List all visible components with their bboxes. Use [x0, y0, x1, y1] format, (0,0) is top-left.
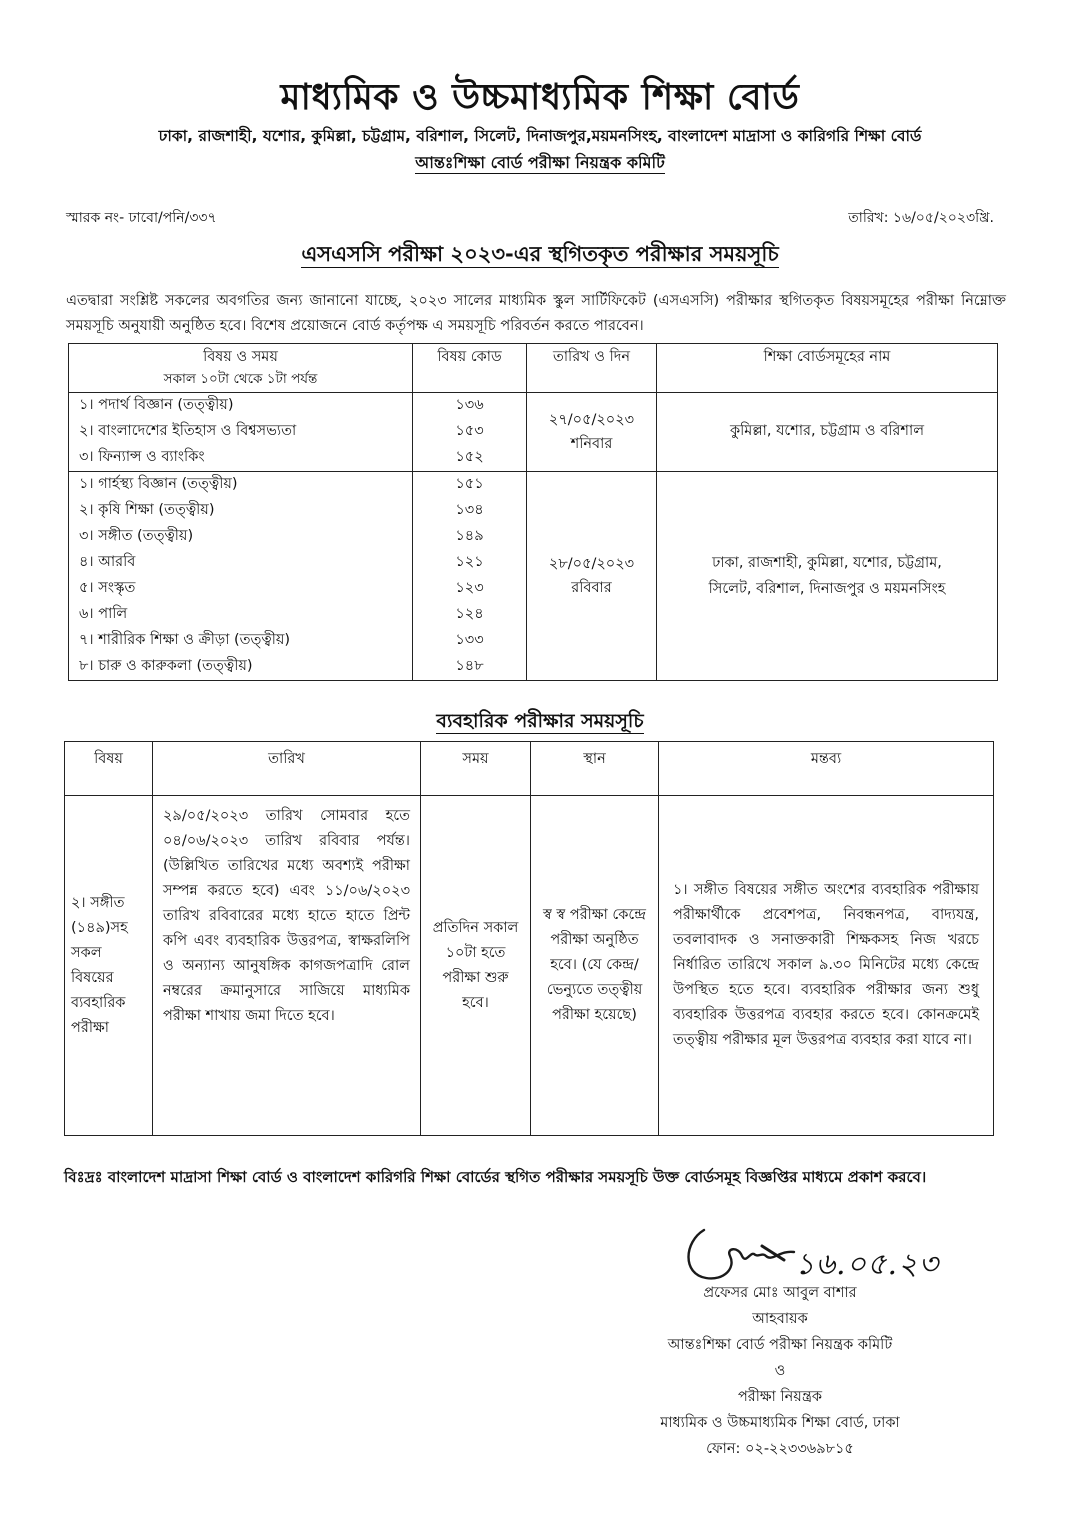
subject-cell: ৩। ফিন্যান্স ও ব্যাংকিং: [69, 445, 413, 472]
header-time: সময়: [421, 742, 531, 796]
practical-time-cell: প্রতিদিন সকাল ১০টা হতে পরীক্ষা শুরু হবে।: [421, 796, 531, 1136]
signature-icon: [676, 1212, 801, 1287]
signer-phone: ফোন: ০২-২২৩৩৬৯৮১৫: [706, 1441, 854, 1457]
practical-subject-cell: ২। সঙ্গীত (১৪৯)সহ সকল বিষয়ের ব্যবহারিক পরীক্ষা: [65, 796, 153, 1136]
header-place: স্থান: [531, 742, 659, 796]
signer-committee: আন্তঃশিক্ষা বোর্ড পরীক্ষা নিয়ন্ত্রক কমিটি: [667, 1337, 893, 1353]
practical-header-row: [65, 742, 994, 796]
subject-cell: ৭। শারীরিক শিক্ষা ও ক্রীড়া (তত্ত্বীয়): [69, 628, 413, 654]
header-date: তারিখ: [153, 742, 421, 796]
practical-place-cell: স্ব স্ব পরীক্ষা কেন্দ্রে পরীক্ষা অনুষ্ঠিত হবে। (যে কেন্দ্র/ভেন্যুতে তত্ত্বীয় পরীক্ষা হয়েছে): [531, 796, 659, 1136]
code-cell: ১২৪: [413, 602, 527, 628]
subject-cell: ২। বাংলাদেশের ইতিহাস ও বিশ্বসভ্যতা: [69, 419, 413, 445]
schedule-table: [68, 343, 998, 681]
code-cell: ১৫৩: [413, 419, 527, 445]
practical-title: [0, 707, 1080, 739]
subject-cell: ৮। চারু ও কারুকলা (তত্ত্বীয়): [69, 654, 413, 681]
signer-conjunction: ও: [774, 1363, 786, 1379]
signer-role: পরীক্ষা নিয়ন্ত্রক: [737, 1389, 823, 1405]
boards-line-2: সিলেট, বরিশাল, দিনাজপুর ও ময়মনসিংহ: [708, 581, 946, 597]
subject-cell: ৪। আরবি: [69, 550, 413, 576]
exam-day: শনিবার: [570, 436, 613, 452]
header-time-note: সকাল ১০টা থেকে ১টা পর্যন্ত: [163, 371, 318, 387]
header-subject-label: বিষয় ও সময়: [203, 349, 278, 365]
subject-cell: ২। কৃষি শিক্ষা (তত্ত্বীয়): [69, 498, 413, 524]
practical-table: [64, 741, 994, 1136]
signer-board: মাধ্যমিক ও উচ্চমাধ্যমিক শিক্ষা বোর্ড, ঢাকা: [660, 1415, 900, 1431]
table-row: [69, 393, 998, 420]
boards-cell: [657, 472, 998, 681]
header-subject: বিষয়: [65, 742, 153, 796]
code-cell: ১৫১: [413, 472, 527, 499]
subject-cell: ১। পদার্থ বিজ্ঞান (তত্ত্বীয়): [69, 393, 413, 420]
date-day-cell: [527, 472, 657, 681]
date-day-cell: [527, 393, 657, 472]
practical-remarks-cell: ১। সঙ্গীত বিষয়ের সঙ্গীত অংশের ব্যবহারিক পরীক্ষায় পরীক্ষার্থীকে প্রবেশপত্র, নিবন্ধনপত্র, বাদ্যযন্ত্র, তবলাবাদক ও সনাক্তকারী শিক্ষকসহ নিজ খরচে নির্ধারিত তারিখে সকাল ৯.৩০ মিনিটের মধ্যে কেন্দ্রে উপস্থিত হতে হবে। ব্যবহারিক পরীক্ষার জন্য শুধু ব্যবহারিক উত্তরপত্র ব্যবহার করতে হবে। কোনক্রমেই তত্ত্বীয় পরীক্ষার মূল উত্তরপত্র ব্যবহার করা যাবে না।: [659, 796, 994, 1136]
header-subject: [69, 344, 413, 393]
table-row: [65, 796, 994, 1136]
signer-name: প্রফেসর মোঃ আবুল বাশার: [703, 1285, 857, 1301]
table-row: [69, 472, 998, 499]
schedule-header-row: [69, 344, 998, 393]
signer-block: [560, 1280, 1000, 1462]
exam-date: ২৭/০৫/২০২৩: [548, 412, 635, 428]
code-cell: ১৪৯: [413, 524, 527, 550]
subject-cell: ৫। সংস্কৃত: [69, 576, 413, 602]
subject-cell: ৬। পালি: [69, 602, 413, 628]
handwritten-date: ১৬.০৫.২৩: [795, 1247, 940, 1282]
header-date-day: তারিখ ও দিন: [527, 344, 657, 393]
board-list-subtitle: ঢাকা, রাজশাহী, যশোর, কুমিল্লা, চট্টগ্রাম, বরিশাল, সিলেট, দিনাজপুর,ময়মনসিংহ, বাংলাদেশ মাদ্রাসা ও কারিগরি শিক্ষা বোর্ড: [158, 127, 922, 145]
boards-cell: কুমিল্লা, যশোর, চট্টগ্রাম ও বরিশাল: [657, 393, 998, 472]
code-cell: ১৩৪: [413, 498, 527, 524]
memo-number: স্মারক নং- ঢাবো/পনি/৩৩৭: [66, 210, 217, 226]
header-remarks: মন্তব্য: [659, 742, 994, 796]
subject-cell: ৩। সঙ্গীত (তত্ত্বীয়): [69, 524, 413, 550]
code-cell: ১২১: [413, 550, 527, 576]
header-boards: শিক্ষা বোর্ডসমূহের নাম: [657, 344, 998, 393]
code-cell: ১২৩: [413, 576, 527, 602]
practical-date-cell: ২৯/০৫/২০২৩ তারিখ সোমবার হতে ০৪/০৬/২০২৩ তারিখ রবিবার পর্যন্ত। (উল্লিখিত তারিখের মধ্যে অবশ্যই পরীক্ষা সম্পন্ন করতে হবে) এবং ১১/০৬/২০২৩ তারিখ রবিবারের মধ্যে হাতে হাতে প্রিন্ট কপি এবং ব্যবহারিক উত্তরপত্র, স্বাক্ষরলিপি ও অন্যান্য আনুষঙ্গিক কাগজপত্রাদি রোল নম্বরের ক্রমানুসারে সাজিয়ে মাধ্যমিক পরীক্ষা শাখায় জমা দিতে হবে।: [153, 796, 421, 1136]
committee-heading-text: আন্তঃশিক্ষা বোর্ড পরীক্ষা নিয়ন্ত্রক কমিটি: [415, 153, 665, 172]
code-cell: ১৪৮: [413, 654, 527, 681]
notice-date: তারিখ: ১৬/০৫/২০২৩খ্রি.: [848, 210, 994, 226]
footnote: বিঃদ্রঃ বাংলাদেশ মাদ্রাসা শিক্ষা বোর্ড ও বাংলাদেশ কারিগরি শিক্ষা বোর্ডের স্থগিত পরীক্ষার সময়সূচি উক্ত বোর্ডসমূহ বিজ্ঞপ্তির মাধ্যমে প্রকাশ করবে।: [64, 1168, 927, 1186]
code-cell: ১৫২: [413, 445, 527, 472]
intro-paragraph: এতদ্বারা সংশ্লিষ্ট সকলের অবগতির জন্য জানানো যাচ্ছে, ২০২৩ সালের মাধ্যমিক স্কুল সার্টিফিকেট (এসএসসি) পরীক্ষার স্থগিতকৃত বিষয়সমূহের পরীক্ষা নিম্নোক্ত সময়সূচি অনুযায়ী অনুষ্ঠিত হবে। বিশেষ প্রয়োজনে বোর্ড কর্তৃপক্ষ এ সময়সূচি পরিবর্তন করতে পারবেন।: [66, 293, 1006, 334]
boards-line-1: ঢাকা, রাজশাহী, কুমিল্লা, যশোর, চট্টগ্রাম,: [712, 555, 942, 571]
practical-title-text: ব্যবহারিক পরীক্ষার সময়সূচি: [436, 710, 644, 732]
board-title: মাধ্যমিক ও উচ্চমাধ্যমিক শিক্ষা বোর্ড: [280, 77, 800, 118]
notice-title: [0, 238, 1080, 273]
code-cell: ১৩৩: [413, 628, 527, 654]
signer-title: আহবায়ক: [752, 1311, 808, 1327]
exam-day: রবিবার: [571, 580, 612, 596]
notice-title-text: এসএসসি পরীক্ষা ২০২৩-এর স্থগিতকৃত পরীক্ষার সময়সূচি: [301, 242, 779, 266]
subject-cell: ১। গার্হস্থ্য বিজ্ঞান (তত্ত্বীয়): [69, 472, 413, 499]
committee-heading: [0, 150, 1080, 177]
header-code: বিষয় কোড: [413, 344, 527, 393]
code-cell: ১৩৬: [413, 393, 527, 420]
exam-date: ২৮/০৫/২০২৩: [548, 556, 635, 572]
